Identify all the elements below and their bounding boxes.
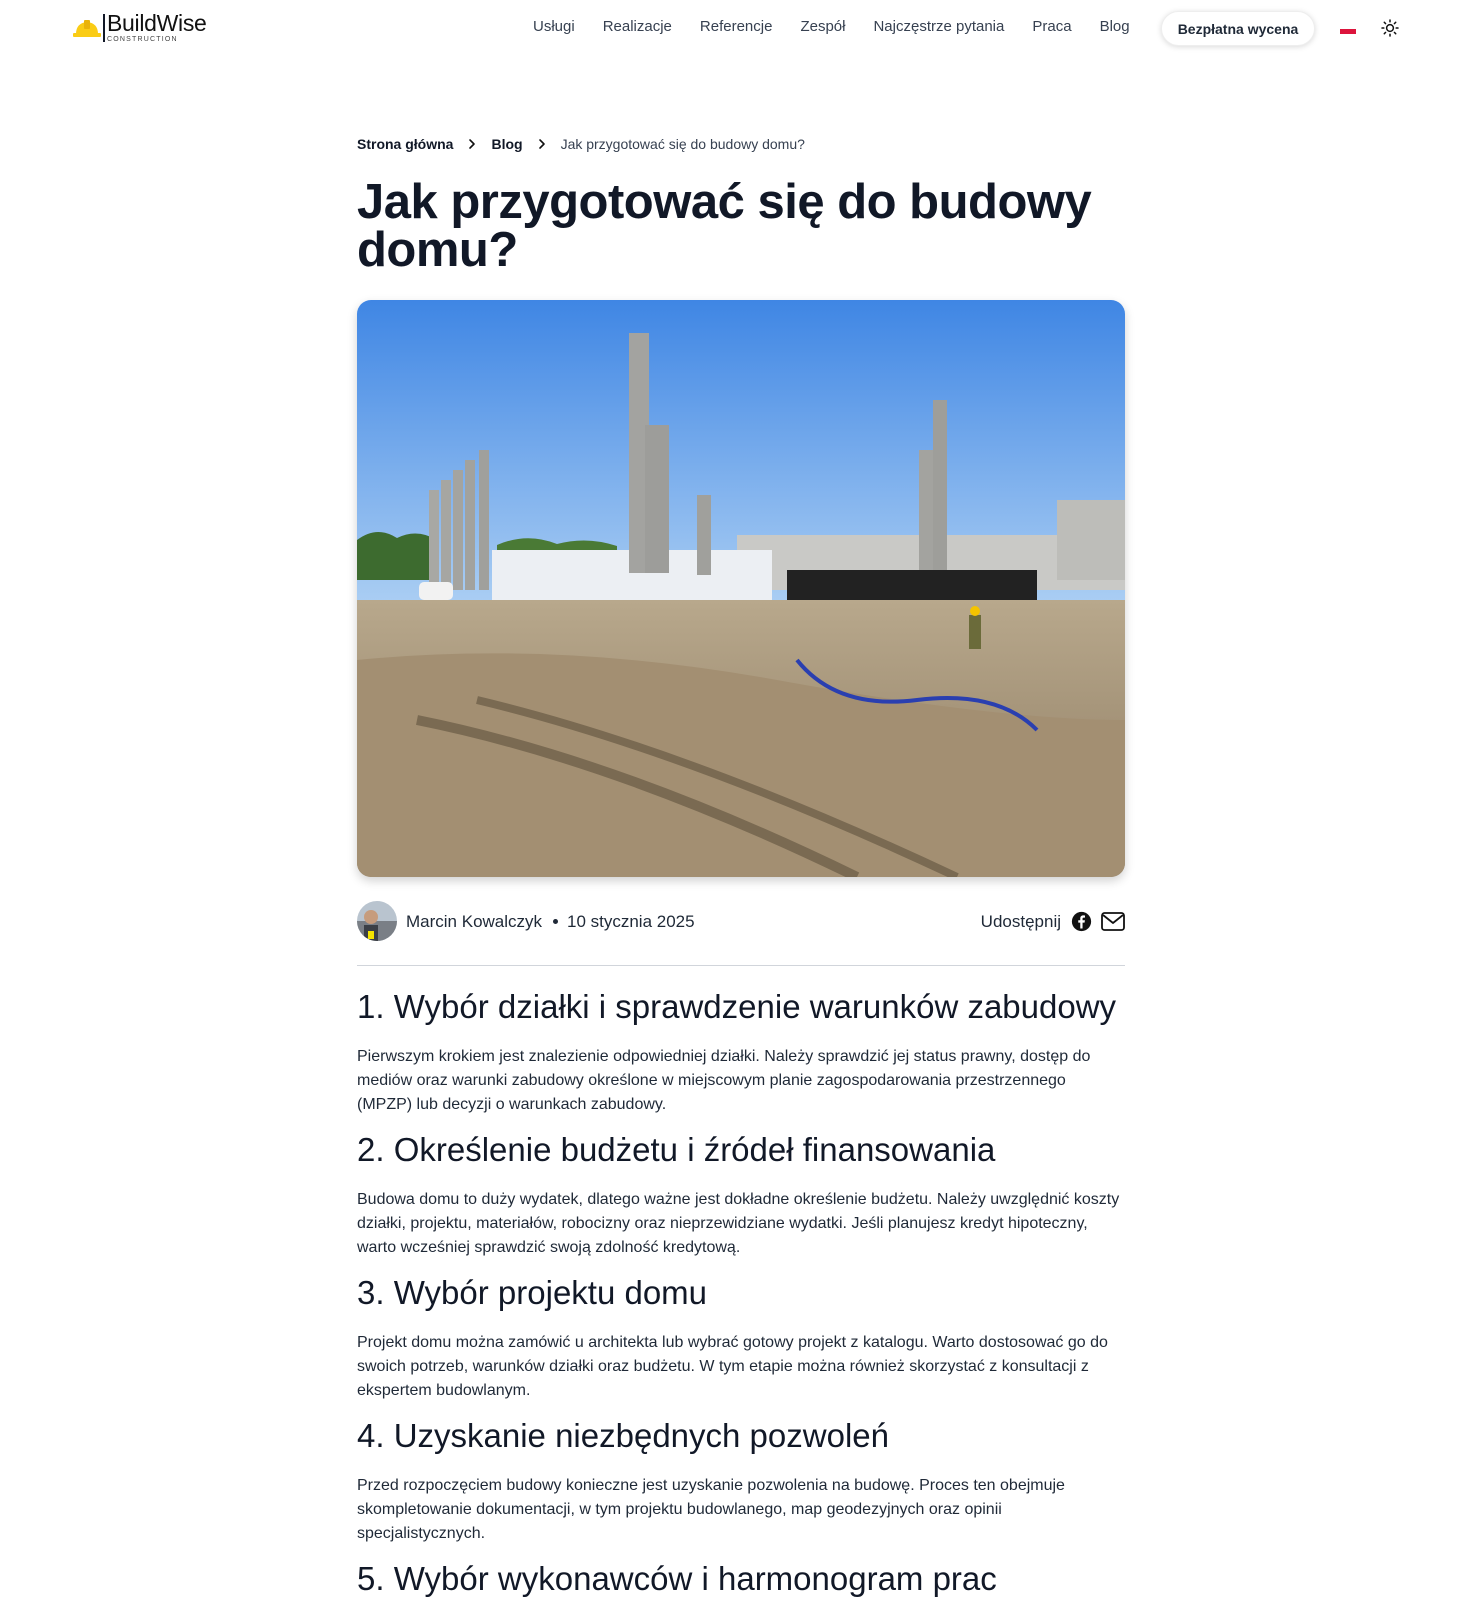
meta-separator xyxy=(553,919,558,924)
section-heading: 4. Uzyskanie niezbędnych pozwoleń xyxy=(357,1417,889,1454)
section-paragraph: Projekt domu można zamówić u architekta lub wybrać gotowy projekt z katalogu. Warto dostosować go do swoich potrzeb, warunków działki oraz budżetu. W tym etapie można również skorzystać z konsultacji z ekspertem budowlanym. xyxy=(357,1334,1108,1399)
breadcrumb-current: Jak przygotować się do budowy domu? xyxy=(560,136,805,152)
hero-image xyxy=(357,300,1125,877)
chevron-right-icon xyxy=(465,137,479,151)
section-heading: 5. Wybór wykonawców i harmonogram prac xyxy=(357,1560,997,1597)
main-nav xyxy=(533,18,1158,35)
meta-divider xyxy=(357,965,1125,966)
article-body xyxy=(357,988,1125,1617)
nav-uslugi[interactable]: Usługi xyxy=(533,18,575,35)
section-heading: 1. Wybór działki i sprawdzenie warunków zabudowy xyxy=(357,988,1117,1025)
facebook-icon[interactable] xyxy=(1071,911,1092,932)
mail-icon[interactable] xyxy=(1101,912,1125,931)
publish-date: 10 stycznia 2025 xyxy=(567,912,695,931)
nav-zespol[interactable]: Zespół xyxy=(800,18,846,35)
section-paragraph: Pierwszym krokiem jest znalezienie odpowiedniej działki. Należy sprawdzić jej status prawny, dostęp do mediów oraz warunki zabudowy określone w miejscowym planie zagospodarowania przestrzennego (MPZP) lub decyzji o warunkach zabudowy. xyxy=(357,1048,1091,1113)
breadcrumb xyxy=(357,136,805,152)
hard-hat-icon xyxy=(73,17,101,39)
nav-faq[interactable]: Najczęstrze pytania xyxy=(873,18,1005,35)
logo-name: BuildWise xyxy=(107,10,207,36)
breadcrumb-blog[interactable]: Blog xyxy=(491,136,523,152)
logo-divider xyxy=(103,14,105,42)
site-logo[interactable] xyxy=(73,12,207,43)
polish-flag-icon[interactable] xyxy=(1340,24,1356,34)
sun-theme-toggle-icon[interactable] xyxy=(1381,19,1399,37)
site-header xyxy=(0,0,1467,58)
article-title: Jak przygotować się do budowy domu? xyxy=(357,175,1092,277)
section-paragraph: Przed rozpoczęciem budowy konieczne jest uzyskanie pozwolenia na budowę. Proces ten obejmuje skompletowanie dokumentacji, w tym projektu budowlanego, map geodezyjnych oraz opinii specjalistycznych. xyxy=(357,1477,1065,1542)
article-meta xyxy=(357,900,1125,942)
nav-referencje[interactable]: Referencje xyxy=(699,18,773,35)
section-heading: 2. Określenie budżetu i źródeł finansowania xyxy=(357,1131,996,1168)
chevron-right-icon xyxy=(535,137,549,151)
nav-realizacje[interactable]: Realizacje xyxy=(602,18,672,35)
section-heading: 3. Wybór projektu domu xyxy=(357,1274,708,1311)
nav-blog[interactable]: Blog xyxy=(1099,18,1130,35)
free-quote-button[interactable]: Bezpłatna wycena xyxy=(1161,11,1315,46)
breadcrumb-home[interactable]: Strona główna xyxy=(357,136,454,152)
share-label: Udostępnij xyxy=(980,912,1061,931)
section-paragraph: Budowa domu to duży wydatek, dlatego ważne jest dokładne określenie budżetu. Należy uwzględnić koszty działki, projektu, materiałów, robocizny oraz nieprzewidziane wydatki. Jeśli planujesz kredyt hipoteczny, warto wcześniej sprawdzić swoją zdolność kredytową. xyxy=(357,1191,1120,1256)
nav-praca[interactable]: Praca xyxy=(1032,18,1072,35)
logo-subtitle: CONSTRUCTION xyxy=(107,36,178,43)
author-name[interactable]: Marcin Kowalczyk xyxy=(406,912,543,931)
author-avatar xyxy=(357,901,397,941)
